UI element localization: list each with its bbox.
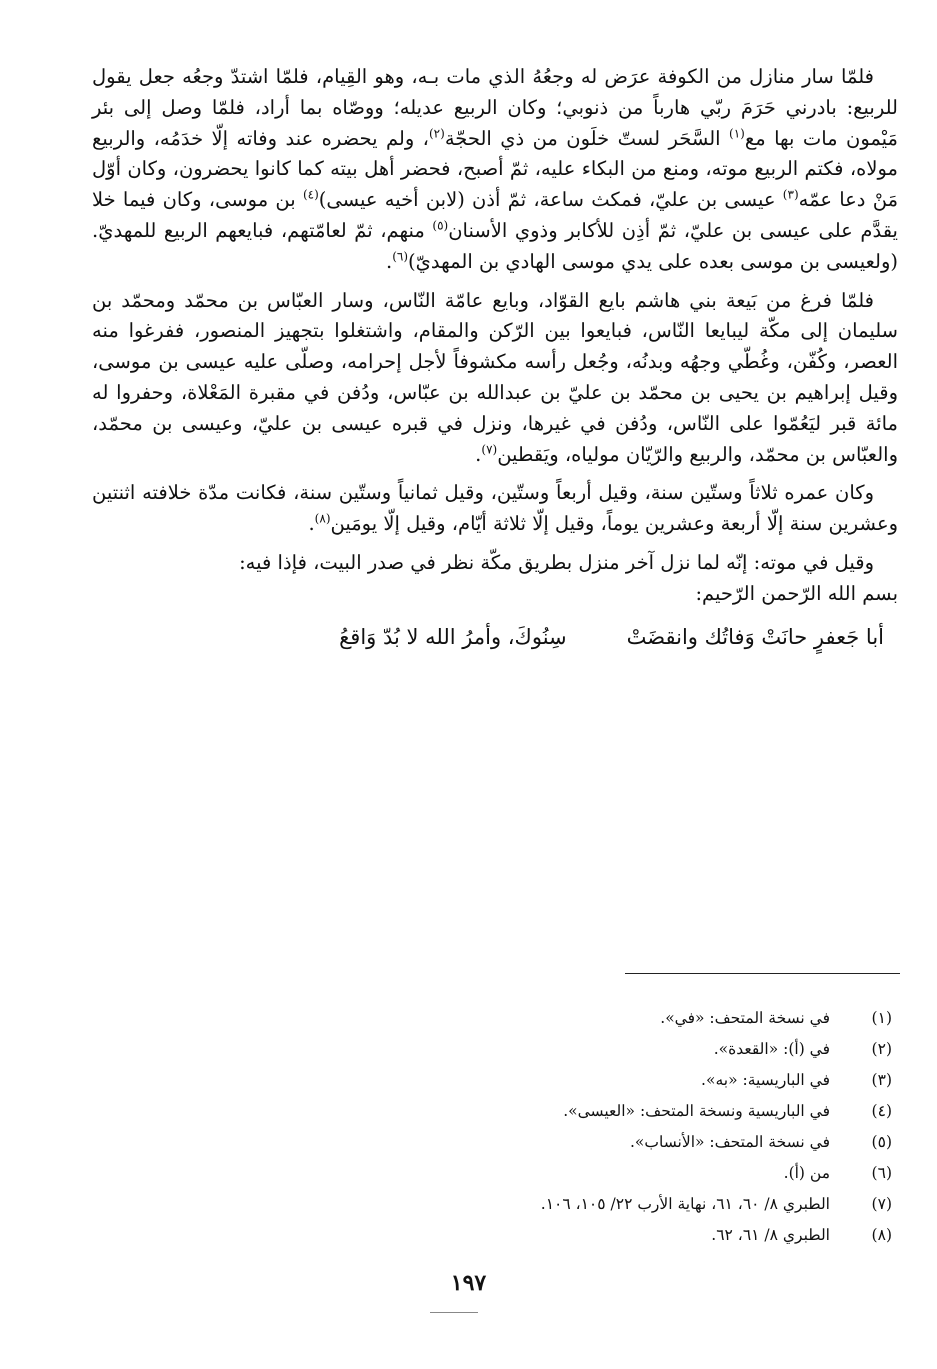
paragraph-text: .	[475, 442, 482, 466]
verse-first-hemistich: أبا جَعفرٍ حانَتْ وَفاتُك وانقضَتْ	[626, 624, 884, 649]
footnote-text: في نسخة المتحف: «الأنساب».	[629, 1133, 830, 1151]
footnote-number: (٧)	[871, 1195, 892, 1213]
footnote-text: في (أ): «القعدة».	[713, 1040, 830, 1058]
footnote-text: في الباريسية ونسخة المتحف: «العيسى».	[563, 1102, 830, 1120]
footnote-text: في نسخة المتحف: «في».	[660, 1009, 830, 1027]
paragraph-4	[92, 548, 898, 579]
footnote-3	[300, 1065, 892, 1096]
footnote-marker: (٨)	[314, 511, 331, 526]
footnote-text: من (أ).	[783, 1164, 830, 1182]
footnote-marker: (٥)	[432, 218, 449, 233]
footnote-number: (٢)	[871, 1040, 892, 1058]
footnote-number: (٨)	[871, 1226, 892, 1244]
footnote-marker: (٧)	[481, 442, 498, 457]
footnote-number: (٦)	[871, 1164, 892, 1182]
footnote-marker: (٢)	[428, 126, 445, 141]
footnote-7	[300, 1189, 892, 1220]
paragraph-text: السَّحَر لستّ خلَون من ذي الحجّة	[444, 126, 730, 150]
paragraph-text: فلمّا فرغ من بَيعة بني هاشم بايع القوّاد، وبايع عامّة النّاس، وسار العبّاس بن محمّد ومحمّد بن سليمان إلى مكّة ليبايعا النّاس، فبايعوا بين الرّكن والمقام، واشتغلوا بتجهيز المنصور، ففرغوا منه العصر، وكُفّن، وغُطّي وجهُه وبدنُه، وجُعل رأسه مكشوفاً لأجل إحرامه، وصلّى عليه عيسى بن موسى، وقيل إبراهيم بن يحيى بن محمّد بن عليّ بن عبدالله بن عبّاس، ودُفن في مقبرة المَعْلاة، وحفروا له مائة قبر ليَعُمّوا على النّاس، ودُفن في غيرها، ونزل في قبره عيسى بن عليّ، وعيسى بن محمّد، والعبّاس بن محمّد، والربيع والرّيّان مولياه، ويَقطين	[92, 288, 898, 466]
paragraph-text: منهم، ثمّ لعامّتهم، فبايعهم الربيع للمهديّ. (ولعيسى بن موسى بعده على يدي موسى الهادي بن المهديّ)	[92, 218, 898, 273]
footnote-4	[300, 1096, 892, 1127]
footnote-marker: (٤)	[302, 187, 319, 202]
footnote-1	[300, 1003, 892, 1034]
paragraph-3	[92, 478, 898, 540]
paragraph-text: .	[308, 512, 315, 536]
footnote-text: الطبري ٨/ ٦١، ٦٢.	[711, 1226, 830, 1244]
page-number: ١٩٧	[450, 1270, 487, 1296]
footnote-6	[300, 1158, 892, 1189]
basmala-line: بسم الله الرّحمن الرّحيم:	[695, 581, 898, 605]
footnote-marker: (٣)	[782, 187, 799, 202]
footnote-5	[300, 1127, 892, 1158]
footnote-number: (٣)	[871, 1071, 892, 1089]
paragraph-text: وقيل في موته: إنّه لما نزل آخر منزل بطريق مكّة نظر في صدر البيت، فإذا فيه:	[239, 550, 874, 574]
paragraph-text: عيسى بن عليّ، فمكث ساعة، ثمّ أذن (لابن أخيه عيسى)	[318, 188, 783, 212]
paragraph-text: .	[385, 249, 393, 273]
footnote-2	[300, 1034, 892, 1065]
paragraph-text: وكان عمره ثلاثاً وستّين سنة، وقيل أربعاً وستّين، وقيل ثمانياً وستّين سنة، فكانت مدّة خلافته اثنتين وعشرين سنة إلّا أربعة وعشرين يوماً، وقيل إلّا ثلاثة أيّام، وقيل إلّا يومَين	[92, 481, 898, 536]
scan-mark	[430, 1312, 478, 1313]
paragraph-1	[92, 62, 898, 278]
verse-second-hemistich: سِنُوكَ، وأمرُ الله لا بُدّ وَاقعُ	[339, 624, 567, 649]
paragraph-text: فلمّا سار منازل من الكوفة عرَض له وجعُهُ الذي مات بـه، وهو القِيام، فلمّا اشتدّ وجعُه جعل يقول للربيع: بادرني حَرَمَ ربّي هارباً من ذنوبي؛ وكان الربيع عديله؛ ووصّاه بما أراد، فلمّا وصل إلى بئر مَيْمون مات بها مع	[92, 65, 899, 150]
poem-verse	[92, 622, 898, 653]
footnote-text: الطبري ٨/ ٦٠، ٦١، نهاية الأرب ٢٢/ ١٠٥، ١٠٦.	[540, 1195, 830, 1213]
footnote-separator	[625, 973, 900, 974]
paragraph-2	[92, 286, 898, 471]
footnote-8	[300, 1220, 892, 1251]
footnote-marker: (٦)	[392, 249, 409, 264]
footnote-text: في الباريسية: «به».	[701, 1071, 830, 1089]
footnotes	[300, 1003, 892, 1251]
footnote-number: (٤)	[871, 1102, 892, 1120]
footnote-number: (٥)	[871, 1133, 892, 1151]
paragraph-text: بن موسى، وكان فيما خلا يقدَّم على عيسى بن عليّ، ثمّ أذِن للأكابر وذوي الأسنان	[92, 188, 898, 242]
footnote-marker: (١)	[729, 126, 745, 141]
paragraph-text: ، ولم يحضره عند وفاته إلّا خدَمُه، والربيع مولاه، فكتم الربيع موته، ومنع من البكاء عليه، ثمّ أصبح، فحضر أهل بيته كما كانوا يحضرون، وكان أوّل مَنْ دعا عمّه	[92, 126, 899, 212]
main-text	[92, 62, 898, 652]
footnote-number: (١)	[871, 1009, 892, 1027]
